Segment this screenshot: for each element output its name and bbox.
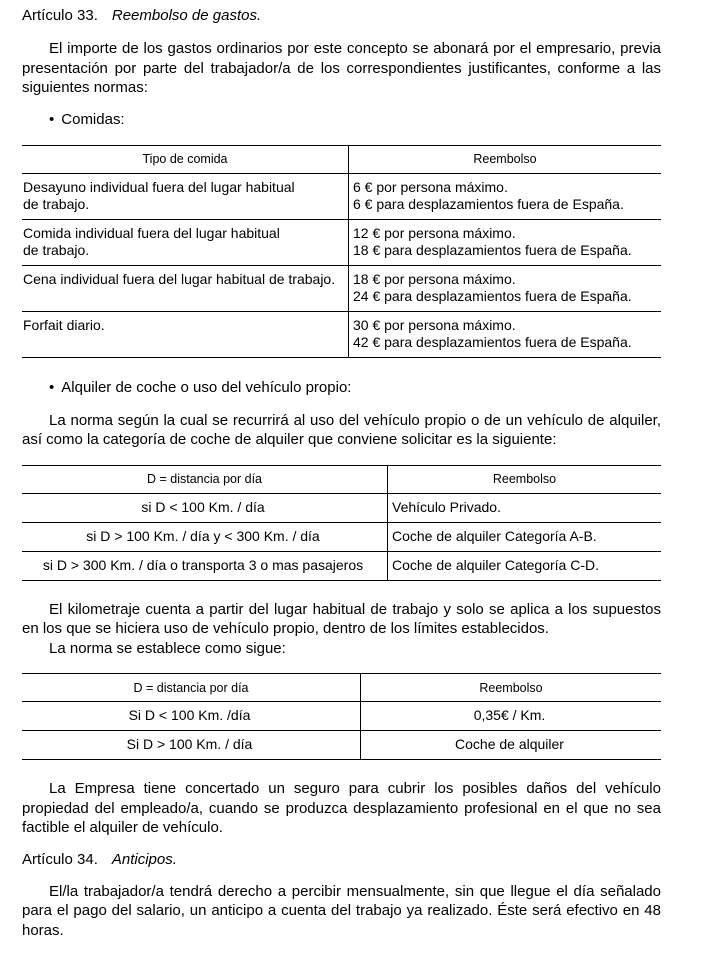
bullet-dot: •: [49, 110, 55, 128]
table-header-row: [22, 465, 661, 493]
table-row: [22, 702, 661, 731]
article-34-title: Anticipos.: [111, 850, 177, 868]
table-header-row: [22, 674, 661, 702]
column-header: Reembolso: [388, 465, 662, 493]
table-cell: Coche de alquiler Categoría C-D.: [388, 551, 662, 580]
table-cell: si D < 100 Km. / día: [22, 493, 388, 522]
article-33-heading: [22, 6, 661, 26]
table-cell: Vehículo Privado.: [388, 493, 662, 522]
table-cell: Cena individual fuera del lugar habitual de trabajo.: [22, 265, 349, 311]
document-page: [22, 6, 661, 940]
column-header: Tipo de comida: [22, 145, 349, 173]
table-row: [22, 219, 661, 265]
table-cell: Si D < 100 Km. /día: [22, 702, 361, 731]
table-cell: 6 € por persona máximo. 6 € para desplazamientos fuera de España.: [349, 173, 662, 219]
table-cell: Forfait diario.: [22, 311, 349, 357]
table-cell: Comida individual fuera del lugar habitual de trabajo.: [22, 219, 349, 265]
table-cell: si D > 100 Km. / día y < 300 Km. / día: [22, 522, 388, 551]
table-row: [22, 173, 661, 219]
table-cell: Si D > 100 Km. / día: [22, 731, 361, 760]
article-34-text: El/la trabajador/a tendrá derecho a percibir mensualmente, sin que llegue el día señalado para el pago del salario, un anticipo a cuenta del trabajo ya realizado. Éste será efectivo en 48 horas.: [22, 882, 661, 939]
article-33-title: Reembolso de gastos.: [111, 7, 262, 24]
km-table: [22, 673, 661, 760]
table-row: [22, 731, 661, 760]
column-header: D = distancia por día: [22, 674, 361, 702]
bullet-meals-label: Comidas:: [61, 110, 125, 128]
table-cell: 18 € por persona máximo. 24 € para desplazamientos fuera de España.: [349, 265, 662, 311]
bullet-meals: [22, 110, 661, 130]
table-row: [22, 493, 661, 522]
table-cell: Coche de alquiler Categoría A-B.: [388, 522, 662, 551]
table-cell: 0,35€ / Km.: [361, 702, 662, 731]
table-row: [22, 311, 661, 357]
car-intro: La norma según la cual se recurrirá al uso del vehículo propio o de un vehículo de alquiler, así como la categoría de coche de alquiler que conviene solicitar es la siguiente:: [22, 411, 661, 448]
article-33-number: Artículo 33.: [22, 7, 98, 24]
column-header: Reembolso: [361, 674, 662, 702]
table-cell: Coche de alquiler: [361, 731, 662, 760]
article-34-number: Artículo 34.: [22, 850, 98, 868]
table-cell: 12 € por persona máximo. 18 € para desplazamientos fuera de España.: [349, 219, 662, 265]
table-cell: si D > 300 Km. / día o transporta 3 o mas pasajeros: [22, 551, 388, 580]
table-row: [22, 265, 661, 311]
column-header: Reembolso: [349, 145, 662, 173]
column-header: D = distancia por día: [22, 465, 388, 493]
car-table: [22, 465, 661, 581]
km-norm: La norma se establece como sigue:: [49, 639, 286, 657]
km-paragraph: El kilometraje cuenta a partir del lugar habitual de trabajo y solo se aplica a los supuestos en los que se hiciera uso de vehículo propio, dentro de los límites establecidos.: [22, 600, 661, 637]
table-header-row: [22, 145, 661, 173]
bullet-dot: •: [49, 378, 55, 396]
article-33-intro: El importe de los gastos ordinarios por este concepto se abonará por el empresario, previa presentación por parte del trabajador/a de los correspondientes justificantes, conforme a las siguientes normas:: [22, 40, 661, 96]
table-row: [22, 522, 661, 551]
bullet-car: [22, 378, 661, 398]
article-34-heading: [22, 850, 661, 870]
meals-table: [22, 145, 661, 358]
table-cell: Desayuno individual fuera del lugar habitual de trabajo.: [22, 173, 349, 219]
bullet-car-label: Alquiler de coche o uso del vehículo propio:: [61, 378, 352, 396]
table-cell: 30 € por persona máximo. 42 € para desplazamientos fuera de España.: [349, 311, 662, 357]
insurance-paragraph: La Empresa tiene concertado un seguro para cubrir los posibles daños del vehículo propiedad del empleado/a, cuando se produzca desplazamiento profesional en el que no sea factible el alquiler de vehículo.: [22, 780, 661, 836]
table-row: [22, 551, 661, 580]
